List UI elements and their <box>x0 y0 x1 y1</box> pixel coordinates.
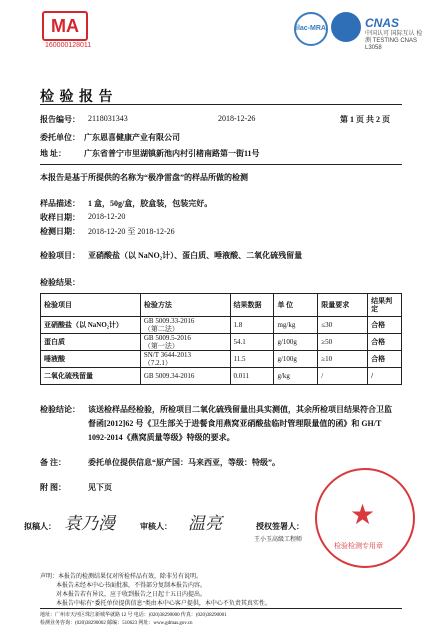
cnas-subtitle: 中国认可 国际互认 检测 TESTING CNAS L3058 <box>365 31 423 51</box>
table-row <box>41 317 402 334</box>
footer-contact: 地址：广州市天河区珠江新城华就路 12 号 电话：(020)38290000 传真：(020)38290001 <box>40 613 227 618</box>
seal-star-icon: ★ <box>350 500 376 531</box>
cell-item: 二氧化硫残留量 <box>41 368 141 385</box>
cell-method: GB 5009.34-2016 <box>140 368 230 385</box>
method-clause: （第二法） <box>143 325 179 333</box>
cell-result: 1.8 <box>230 317 274 334</box>
page-indicator: 第 1 页 共 2 页 <box>340 115 390 124</box>
cell-result: 54.1 <box>230 334 274 351</box>
ilac-logo: ilac-MRA <box>294 12 328 46</box>
cell-unit: g/kg <box>274 368 318 385</box>
method-standard: GB 5009.5-2016 <box>143 334 191 342</box>
cell-unit: g/100g <box>274 334 318 351</box>
conclusion-label: 检验结论： <box>40 405 80 414</box>
header-unit: 单 位 <box>274 294 318 317</box>
sample-desc: 1 盒，50g/盒，胶盒装，包装完好。 <box>88 199 213 208</box>
method-standard: GB 5009.33-2016 <box>143 317 195 325</box>
reviewer-signature: 温亮 <box>188 514 222 534</box>
approver-label: 授权签署人： <box>256 522 304 531</box>
title-rule <box>40 104 402 105</box>
client-label: 委托单位： <box>40 133 80 142</box>
sample-desc-label: 样品描述： <box>40 199 80 208</box>
cell-limit: ≥10 <box>318 351 368 368</box>
writer-label: 拟稿人： <box>24 522 56 531</box>
receive-date-label: 收样日期： <box>40 213 80 222</box>
method-clause: （7.2.1） <box>143 359 172 367</box>
cell-limit: / <box>318 368 368 385</box>
address-label: 地 址： <box>40 149 66 158</box>
cell-verdict: 合格 <box>368 317 402 334</box>
cell-verdict: 合格 <box>368 351 402 368</box>
cell-result: 11.5 <box>230 351 274 368</box>
cell-method <box>140 351 230 368</box>
cell-unit: mg/kg <box>274 317 318 334</box>
header-limit: 限量要求 <box>318 294 368 317</box>
cell-limit: ≥50 <box>318 334 368 351</box>
receive-date: 2018-12-20 <box>88 212 126 221</box>
cell-method <box>140 317 230 334</box>
header-item: 检验项目 <box>41 294 141 317</box>
test-date: 2018-12-20 至 2018-12-26 <box>88 227 175 236</box>
reviewer-label: 审核人： <box>140 522 172 531</box>
report-no: 2118031343 <box>88 114 128 123</box>
method-standard: SN/T 3644-2013 <box>143 351 191 359</box>
client-address: 广东省普宁市里湖镇新池内村引楮南路第一街11号 <box>84 149 260 158</box>
cnas-mark: CNAS <box>365 16 400 30</box>
results-label: 检验结果： <box>40 278 80 287</box>
cma-code: 160000128011 <box>45 42 92 49</box>
report-basis: 本报告是基于所提供的名称为“极净雷盘”的样品所做的检测 <box>40 173 248 182</box>
header-method: 检验方法 <box>140 294 230 317</box>
cma-logo: MA <box>42 11 88 41</box>
table-header-row <box>41 294 402 317</box>
seal-label: 检验检测专用章 <box>334 542 383 550</box>
remark-label: 备 注： <box>40 458 66 467</box>
report-date: 2018-12-26 <box>218 114 256 123</box>
cell-limit: ≤30 <box>318 317 368 334</box>
header-result: 结果数据 <box>230 294 274 317</box>
cell-item: 亚硝酸盐（以 NaNO₂计） <box>41 317 141 334</box>
disclaimer-line: 本报告未经本中心书面批准，不得部分复制本报告内容。 <box>56 583 207 589</box>
header-verdict: 结果判定 <box>368 294 402 317</box>
writer-signature: 袁乃漫 <box>64 514 115 534</box>
conclusion-line: 督函[2012]62 号《卫生部关于进餐食用燕窝亚硝酸盐临时管理限量值的函》和 GH/T <box>88 419 382 428</box>
approver-name: 王小玉高级工程师 <box>254 537 303 543</box>
cell-verdict: / <box>368 368 402 385</box>
test-items: 亚硝酸盐（以 NaNO₂计）、蛋白质、唾液酸、二氧化硫残留量 <box>88 251 303 260</box>
client-name: 广东恩喜健康产业有限公司 <box>84 133 180 142</box>
cell-item: 唾液酸 <box>41 351 141 368</box>
disclaimer-line: 声明：本报告的检测结果仅对所检样品有效，除非另有说明。 <box>40 574 203 580</box>
footer-contact: 检测业务咨询：(020)38290002 邮编：510623 网址：www.gdmas.gov.cn <box>40 621 193 626</box>
cell-verdict: 合格 <box>368 334 402 351</box>
cell-unit: g/100g <box>274 351 318 368</box>
disclaimer-line: 本报告中标有"委托单位提供信息"类由本中心客户提供，本中心不负责其真实性。 <box>56 601 271 607</box>
test-date-label: 检测日期： <box>40 227 80 236</box>
cell-result: 0.011 <box>230 368 274 385</box>
table-row <box>41 351 402 368</box>
method-clause: （第一法） <box>143 342 179 350</box>
results-table <box>40 293 402 385</box>
appendix-label: 附 图： <box>40 483 66 492</box>
disclaimer-line: 对本报告若有异议，应于收到报告之日起十五日内提出。 <box>56 592 207 598</box>
cell-item: 蛋白质 <box>41 334 141 351</box>
footer-rule <box>40 608 402 609</box>
table-row <box>41 334 402 351</box>
conclusion-line: 1092-2014《燕窝质量等级》特级的要求。 <box>88 433 235 442</box>
table-row <box>41 368 402 385</box>
test-items-label: 检验项目： <box>40 251 80 260</box>
appendix: 见下页 <box>88 483 112 492</box>
cell-method <box>140 334 230 351</box>
report-title: 检 验 报 告 <box>40 90 114 105</box>
remark: 委托单位提供信息“原产国：马来西亚，等级：特级”。 <box>88 458 280 467</box>
conclusion-line: 该送检样品经检验，所检项目二氧化硫残留量出具实测值，其余所检项目结果符合卫监 <box>88 405 392 414</box>
cnas-logo <box>331 12 361 42</box>
report-no-label: 报告编号： <box>40 115 80 124</box>
client-rule <box>40 164 402 165</box>
